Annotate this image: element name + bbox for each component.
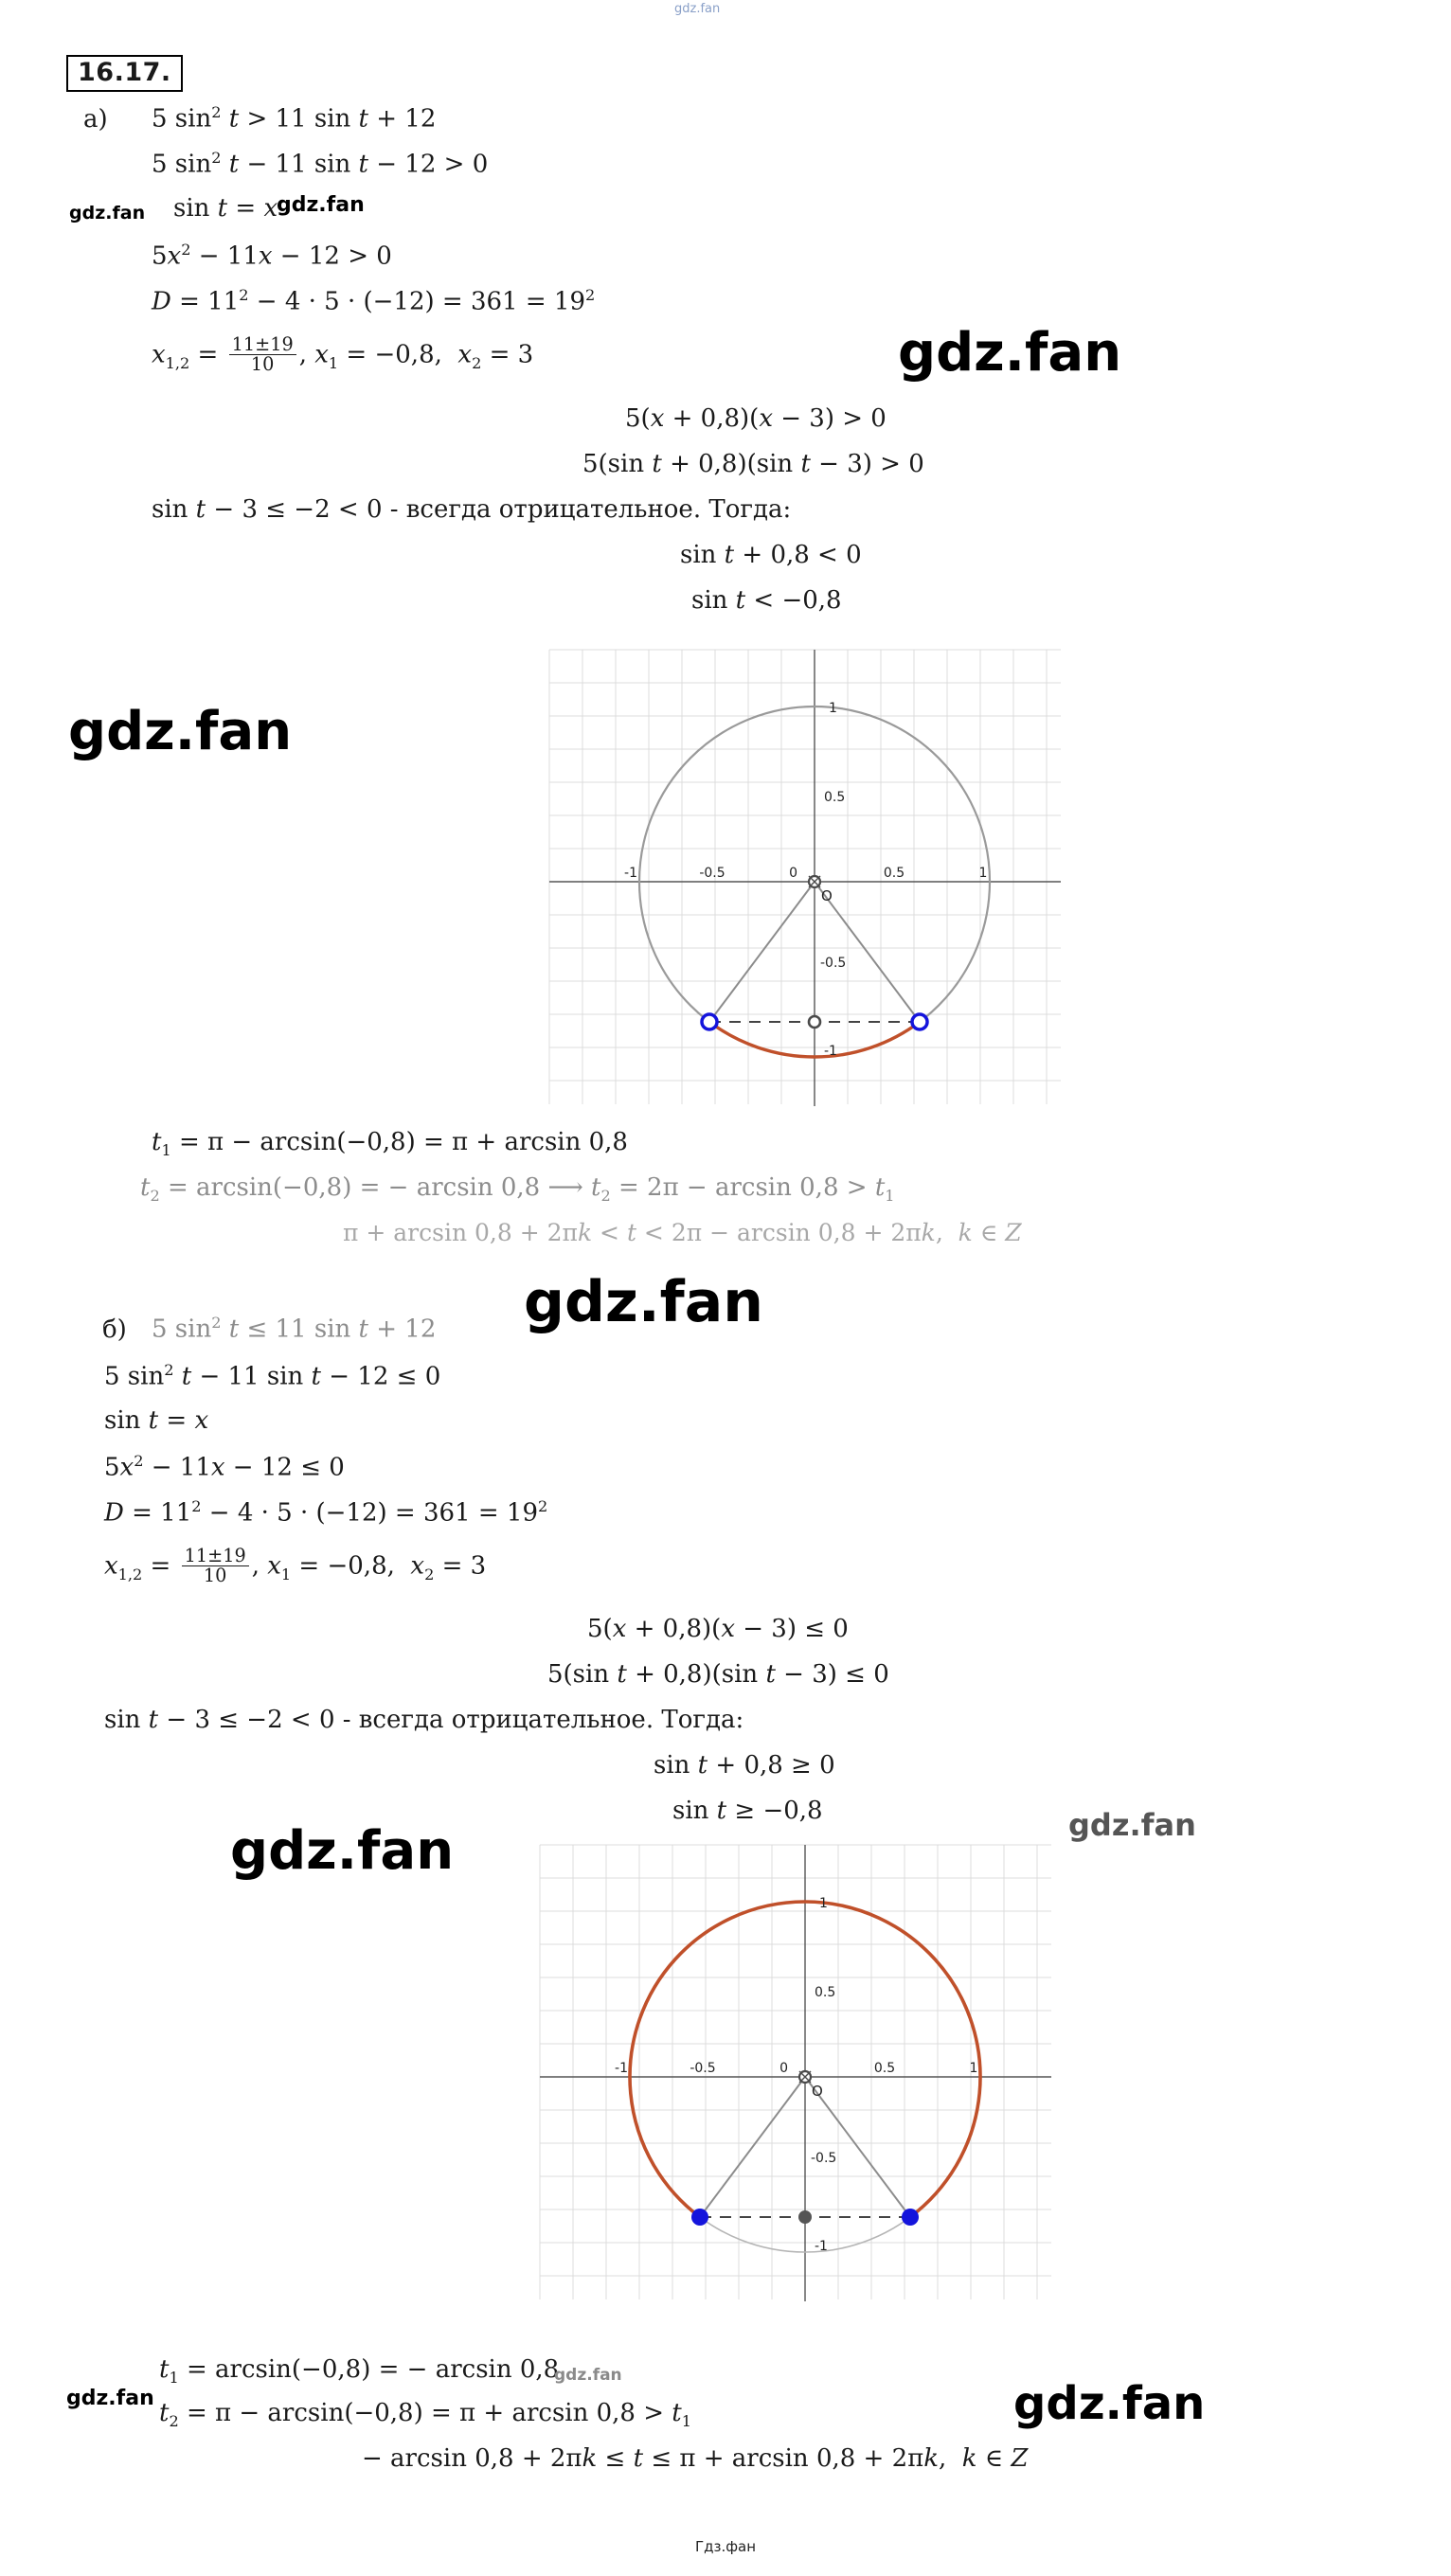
axis-label-y-minus0-5: -0.5 xyxy=(811,2151,837,2166)
math-line-a2: 5 $\sin^2 t - 11$ sin t − 12 > 0 xyxy=(152,149,489,179)
axis-label-y-0-5: 0.5 xyxy=(824,790,846,805)
math-line-b9: sin t − 3 ≤ −2 < 0 - всегда отрицательное. Тогда: xyxy=(104,1706,744,1734)
math-line-a11: sin t < −0,8 xyxy=(691,586,842,615)
math-line-b4: $5x^2 - 11x - 12 \le 0$ xyxy=(104,1452,345,1482)
part-a-label: а) xyxy=(83,105,108,134)
unit-circle-svg-a xyxy=(540,640,1070,1114)
exercise-number: 16.17. xyxy=(66,55,183,92)
axis-label-y-1: 1 xyxy=(819,1896,828,1911)
watermark-1: gdz.fan xyxy=(898,322,1122,384)
math-line-a7: 5(x + 0,8)(x − 3) > 0 xyxy=(625,404,887,433)
figure-unit-circle-b xyxy=(530,1835,1061,2309)
axis-label-x-1: 1 xyxy=(969,2061,978,2076)
math-line-a-ans1: $t_1 = \pi - \arcsin(-0,8) = \pi + \arcsin 0,8$ xyxy=(152,1128,628,1160)
watermark-6: gdz.fan xyxy=(1013,2377,1206,2430)
axis-label-y-1: 1 xyxy=(829,701,837,716)
axis-label-x-minus1: -1 xyxy=(615,2061,628,2076)
watermark-9: gdz.fan xyxy=(277,193,365,217)
math-line-b6: $x_{1,2}$ = $\frac{11\pm 19}{10}$ , $x_1 = -0,8$, $x_2 = 3$ xyxy=(104,1545,487,1587)
math-line-b5: $D = 11^2 - 4 \cdot 5 \cdot (-12) = 361 = 19^2$ xyxy=(104,1497,548,1528)
watermark-3: gdz.fan xyxy=(524,1269,763,1335)
axis-label-x-1: 1 xyxy=(978,866,988,881)
axis-label-x-minus1: -1 xyxy=(624,866,637,881)
page-footer: Гдз.фан xyxy=(694,2538,757,2555)
axis-label-y-minus1: -1 xyxy=(824,1044,837,1059)
math-line-b7: 5(x + 0,8)(x − 3) ≤ 0 xyxy=(587,1615,849,1643)
axis-label-y-minus1: -1 xyxy=(815,2239,828,2254)
math-line-b1: 5 $\sin^2 t \le 11$ sin t + 12 xyxy=(152,1314,437,1344)
math-line-a5: $D = 11^2 - 4 \cdot 5 \cdot (-12) = 361 = 19^2$ xyxy=(152,286,596,316)
math-line-a10: sin t + 0,8 < 0 xyxy=(680,541,862,569)
watermark-2: gdz.fan xyxy=(68,701,293,762)
unit-circle-svg-b xyxy=(530,1835,1061,2309)
math-line-a3: sin t = x xyxy=(173,194,278,223)
math-line-b8: 5(sin t + 0,8)(sin t − 3) ≤ 0 xyxy=(547,1660,889,1689)
watermark-top: gdz.fan xyxy=(674,2,721,16)
math-line-a6: $x_{1,2}$ = $\frac{11\pm 19}{10}$ , $x_1 = -0,8$, $x_2 = 3$ xyxy=(152,333,534,376)
watermark-5: gdz.fan xyxy=(1068,1807,1196,1843)
axis-label-x-0: 0 xyxy=(779,2061,788,2076)
axis-label-x-minus0-5: -0.5 xyxy=(690,2061,716,2076)
math-line-a-ans3: π + arcsin 0,8 + 2πk < t < 2π − arcsin 0,8 + 2πk, k ∈ Z xyxy=(343,1219,1022,1246)
math-line-b-ans1: $t_1 = \arcsin(-0,8)$ = − arcsin 0,8 xyxy=(159,2355,560,2388)
axis-label-x-0: 0 xyxy=(789,866,797,881)
watermark-10: gdz.fan xyxy=(554,2366,622,2385)
math-line-b-ans2: $t_2 = \pi - \arcsin(-0,8) = \pi + \arcsin 0,8 > t_1$ xyxy=(159,2399,691,2431)
math-line-b2: 5 $\sin^2 t - 11$ sin t − 12 ≤ 0 xyxy=(104,1361,441,1391)
axis-label-x-minus0-5: -0.5 xyxy=(699,866,726,881)
part-b-label: б) xyxy=(102,1315,127,1344)
axis-label-x-0-5: 0.5 xyxy=(883,866,905,881)
watermark-7: gdz.fan xyxy=(66,2387,154,2410)
origin-label: O xyxy=(821,887,833,904)
math-line-a9: sin t − 3 ≤ −2 < 0 - всегда отрицательное. Тогда: xyxy=(152,495,792,524)
math-line-a8: 5(sin t + 0,8)(sin t − 3) > 0 xyxy=(582,450,924,478)
math-line-b11: sin t ≥ −0,8 xyxy=(672,1797,823,1825)
watermark-4: gdz.fan xyxy=(230,1820,455,1882)
math-line-a-ans2: $t_2 = \arcsin(-0,8)$ = − arcsin 0,8 ⟶ $t_2 = 2\pi - \arcsin 0,8 > t_1$ xyxy=(140,1173,895,1206)
axis-label-y-0-5: 0.5 xyxy=(815,1985,836,2000)
axis-label-x-0-5: 0.5 xyxy=(873,2061,896,2076)
math-line-b-ans3: − arcsin 0,8 + 2πk ≤ t ≤ π + arcsin 0,8 + 2πk, k ∈ Z xyxy=(362,2444,1029,2473)
origin-label: O xyxy=(812,2083,823,2100)
math-line-b10: sin t + 0,8 ≥ 0 xyxy=(654,1751,835,1780)
axis-label-y-minus0-5: -0.5 xyxy=(820,956,847,971)
math-line-a1: 5 $\sin^2 t > 11$ sin t + 12 xyxy=(152,103,437,134)
math-line-a4: $5x^2 - 11x - 12 > 0$ xyxy=(152,241,392,271)
watermark-8: gdz.fan xyxy=(69,203,146,224)
figure-unit-circle-a xyxy=(540,640,1070,1114)
math-line-b3: sin t = x xyxy=(104,1406,209,1435)
